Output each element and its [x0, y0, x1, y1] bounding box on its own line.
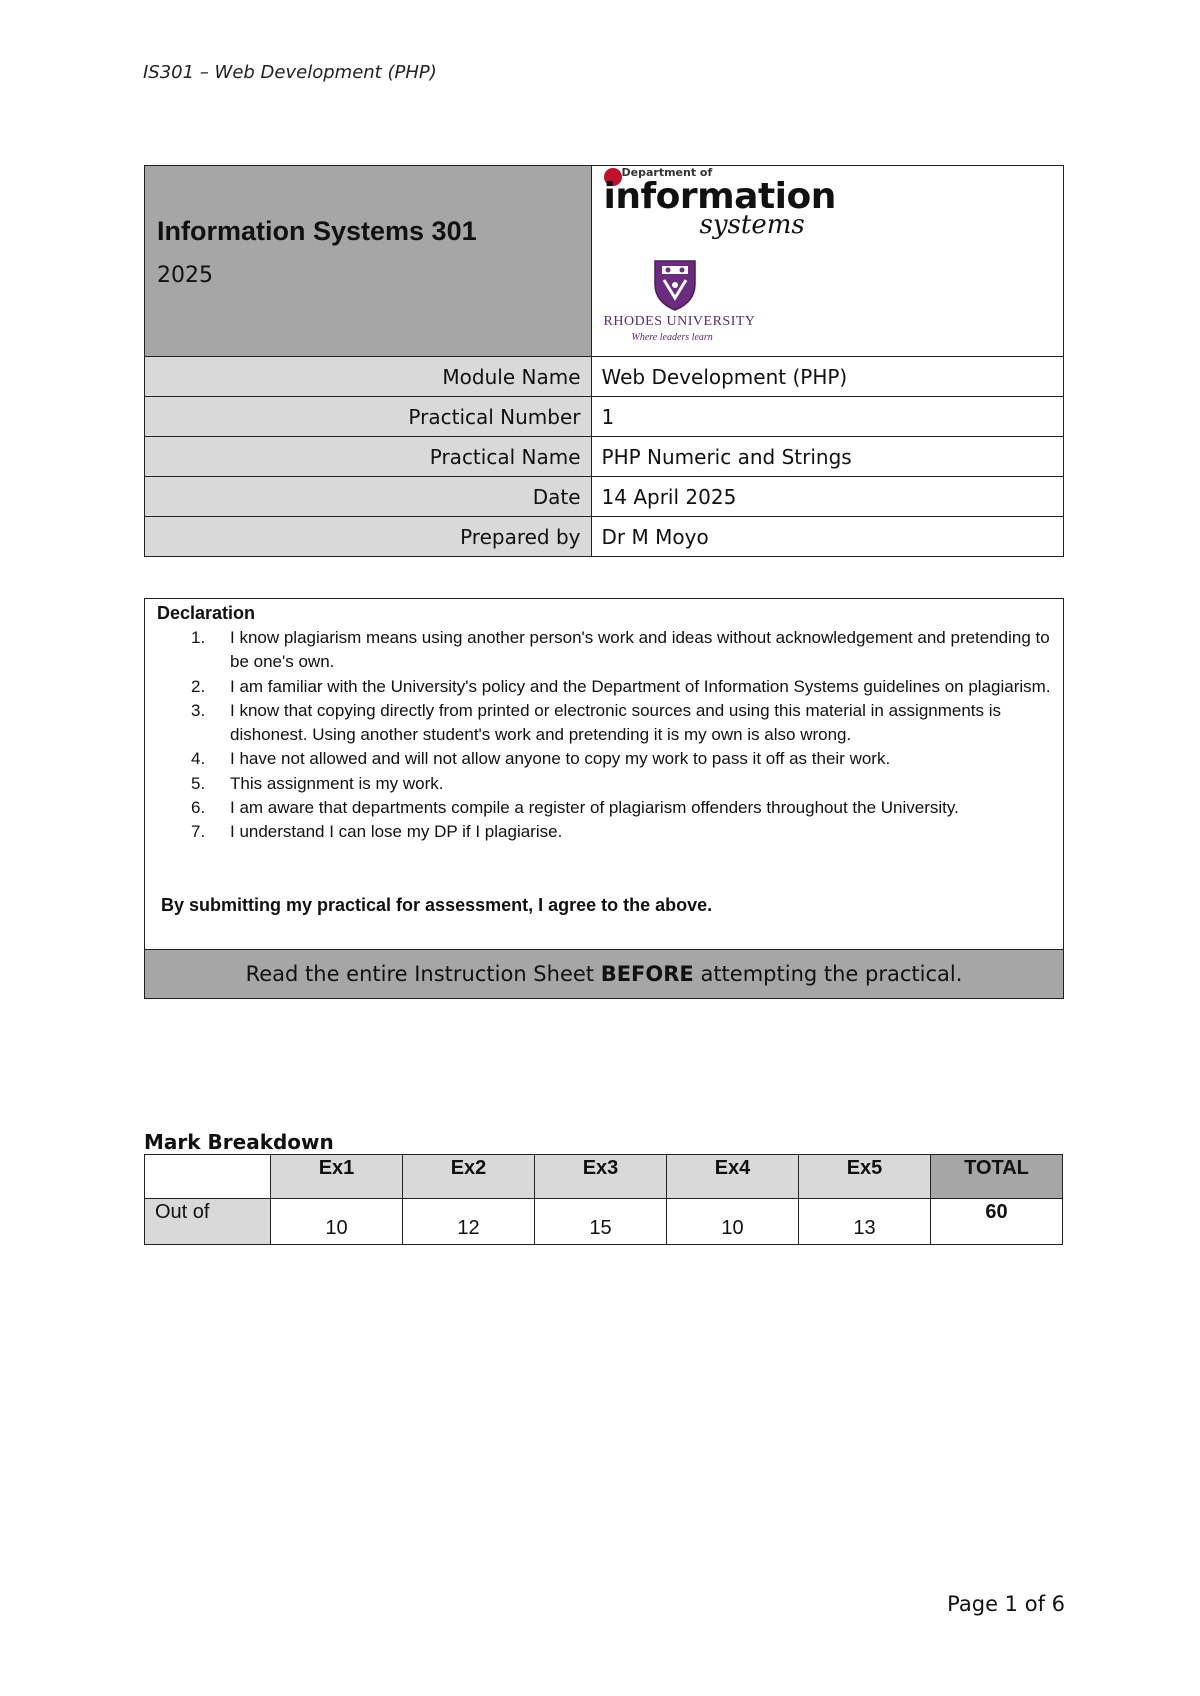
- item-number: 4.: [191, 749, 206, 769]
- header-total: TOTAL: [931, 1155, 1063, 1199]
- declaration-item: [157, 675, 1051, 699]
- header-ex1: Ex1: [271, 1155, 403, 1199]
- header-ex2: Ex2: [403, 1155, 535, 1199]
- practical-number-value: 1: [591, 397, 1063, 437]
- mark-ex4: 10: [667, 1199, 799, 1245]
- university-crest-icon: [652, 258, 698, 312]
- logo-dept-of: Department of: [621, 166, 713, 179]
- item-text: I know plagiarism means using another person's work and ideas without acknowledgement and pretending to be one's own.: [230, 628, 1050, 672]
- date-label: Date: [145, 477, 592, 517]
- mark-breakdown-table: [144, 1154, 1063, 1245]
- item-text: I understand I can lose my DP if I plagiarise.: [230, 822, 563, 842]
- department-logo: [591, 166, 1063, 357]
- mark-breakdown-title: Mark Breakdown: [144, 1130, 334, 1154]
- item-number: 7.: [191, 822, 206, 842]
- item-text: This assignment is my work.: [230, 773, 444, 793]
- item-number: 2.: [191, 676, 206, 696]
- mark-ex1: 10: [271, 1199, 403, 1245]
- item-text: I am aware that departments compile a register of plagiarism offenders throughout the University.: [230, 798, 959, 818]
- practical-number-label: Practical Number: [145, 397, 592, 437]
- mark-total: 60: [931, 1199, 1063, 1245]
- declaration-list: [157, 626, 1051, 845]
- running-header: IS301 – Web Development (PHP): [143, 62, 437, 83]
- header-empty-cell: [145, 1155, 271, 1199]
- date-value: 14 April 2025: [591, 477, 1063, 517]
- item-text: I have not allowed and will not allow anyone to copy my work to pass it off as their work.: [230, 749, 891, 769]
- logo-information-word: information: [603, 176, 836, 217]
- item-text: I know that copying directly from printed or electronic sources and using this material in assignments is dishonest. Using another student's work and pretending it is my own is also wrong.: [230, 700, 1002, 745]
- declaration-item: [157, 820, 1051, 844]
- course-title-cell: [145, 166, 592, 357]
- declaration-box: [144, 598, 1064, 999]
- item-number: 5.: [191, 773, 206, 793]
- cover-table: [144, 165, 1064, 557]
- declaration-agreement: By submitting my practical for assessment, I agree to the above.: [161, 895, 713, 915]
- prepared-by-value: Dr M Moyo: [591, 517, 1063, 557]
- logo-tagline: Where leaders learn: [631, 332, 713, 343]
- logo-systems-word: systems: [699, 210, 805, 240]
- declaration-item: [157, 796, 1051, 820]
- instruction-text-end: attempting the practical.: [693, 962, 963, 986]
- instruction-banner: [145, 949, 1063, 998]
- course-year: 2025: [157, 263, 213, 288]
- module-name-value: Web Development (PHP): [591, 357, 1063, 397]
- page-number: Page 1 of 6: [947, 1592, 1065, 1616]
- course-title: Information Systems 301: [157, 216, 477, 246]
- item-number: 1.: [191, 628, 206, 647]
- prepared-by-label: Prepared by: [145, 517, 592, 557]
- mark-ex5: 13: [799, 1199, 931, 1245]
- logo-university-name: RHODES UNIVERSITY: [603, 314, 756, 329]
- instruction-text-bold: BEFORE: [600, 962, 694, 986]
- practical-name-value: PHP Numeric and Strings: [591, 437, 1063, 477]
- item-text: I am familiar with the University's policy and the Department of Information Systems guidelines on plagiarism.: [230, 676, 1051, 696]
- item-number: 6.: [191, 798, 206, 818]
- module-name-label: Module Name: [145, 357, 592, 397]
- item-number: 3.: [191, 700, 206, 720]
- instruction-text-start: Read the entire Instruction Sheet: [245, 962, 601, 986]
- header-ex5: Ex5: [799, 1155, 931, 1199]
- declaration-item: [157, 626, 1051, 675]
- mark-ex3: 15: [535, 1199, 667, 1245]
- practical-name-label: Practical Name: [145, 437, 592, 477]
- declaration-item: [157, 747, 1051, 771]
- out-of-label: Out of: [145, 1199, 271, 1245]
- declaration-item: [157, 772, 1051, 796]
- header-ex4: Ex4: [667, 1155, 799, 1199]
- mark-ex2: 12: [403, 1199, 535, 1245]
- header-ex3: Ex3: [535, 1155, 667, 1199]
- declaration-item: [157, 699, 1051, 748]
- declaration-title: Declaration: [157, 603, 256, 623]
